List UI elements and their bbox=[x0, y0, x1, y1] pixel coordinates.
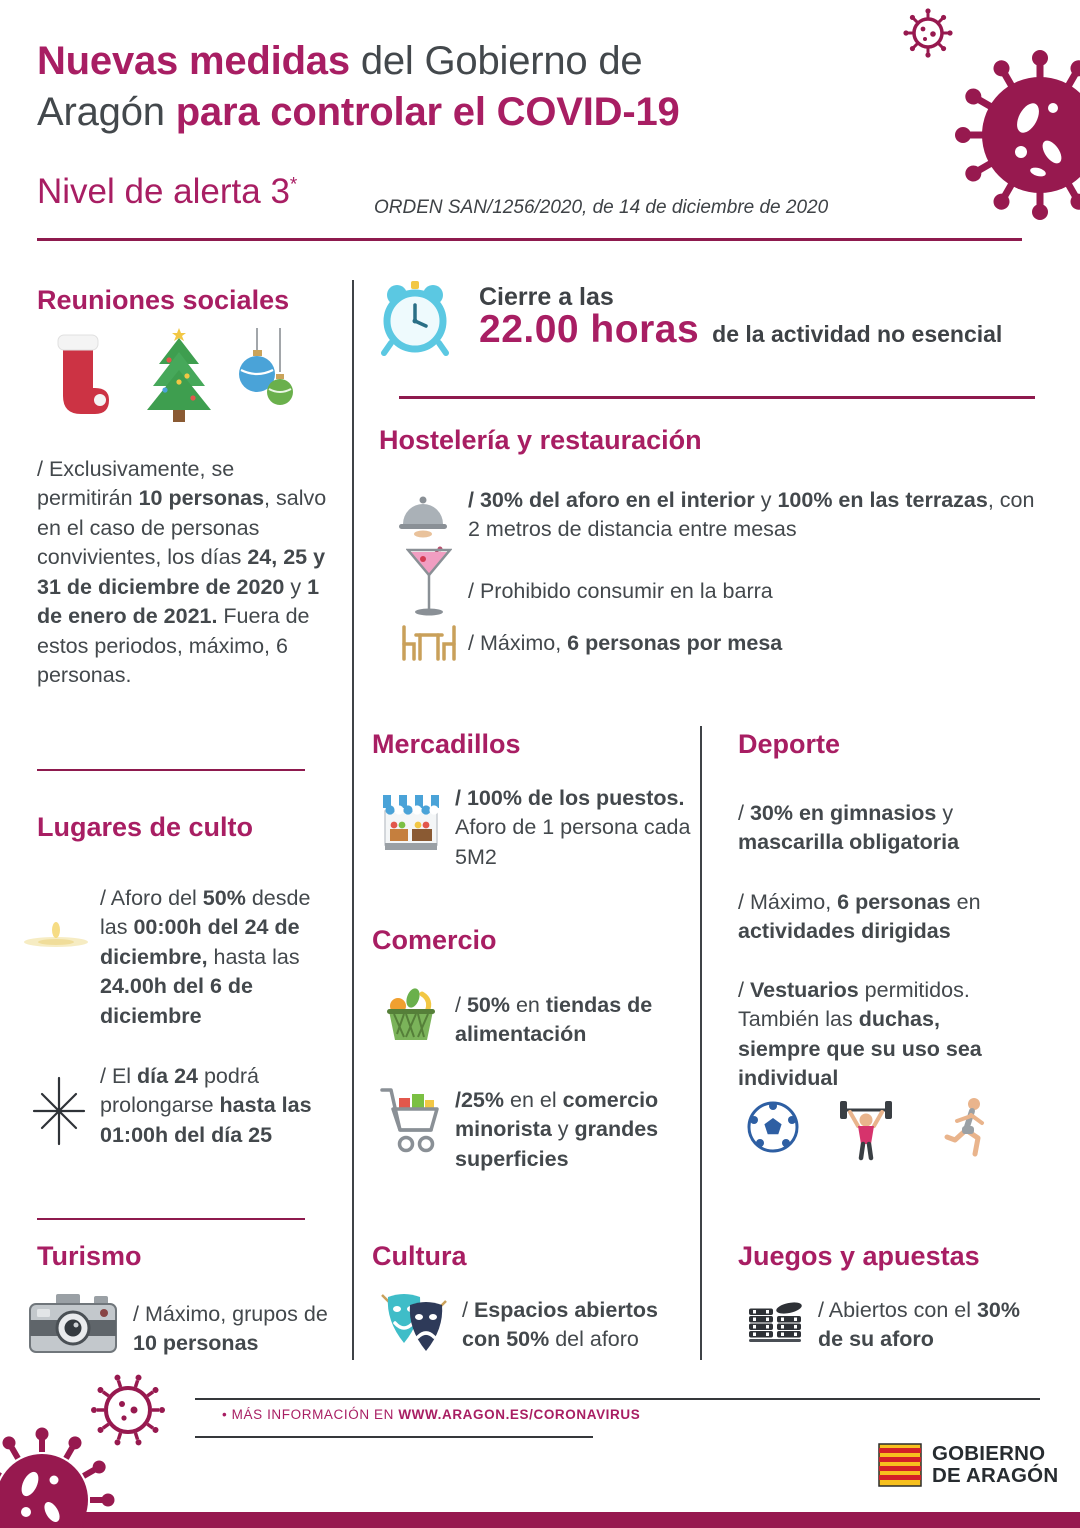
weightlifter-icon bbox=[838, 1096, 894, 1162]
candle-icon bbox=[20, 912, 92, 954]
soccer-ball-icon bbox=[746, 1100, 800, 1154]
christmas-icons bbox=[37, 328, 295, 436]
section-title-mercadillos: Mercadillos bbox=[372, 729, 521, 759]
outline-virus-icon bbox=[91, 1374, 165, 1446]
section-title-culto: Lugares de culto bbox=[37, 812, 254, 842]
star-icon bbox=[26, 1076, 92, 1146]
coronavirus-decoration-top bbox=[890, 0, 1080, 235]
vertical-divider-left bbox=[352, 280, 354, 1360]
section-title-comercio: Comercio bbox=[372, 925, 497, 955]
closing-intro: Cierre a las bbox=[479, 283, 614, 311]
footer-divider-bottom bbox=[195, 1436, 593, 1438]
theater-masks-icon bbox=[380, 1291, 448, 1353]
small-virus-icon bbox=[903, 8, 952, 57]
header-divider bbox=[37, 238, 1022, 241]
logo-text bbox=[932, 1443, 1058, 1487]
serving-dish-icon bbox=[396, 490, 450, 538]
table-chairs-icon bbox=[399, 617, 459, 665]
left-divider-1 bbox=[37, 769, 305, 771]
section-title-cultura: Cultura bbox=[372, 1241, 467, 1271]
turismo-body: / Máximo, grupos de 10 personas bbox=[133, 1302, 328, 1356]
alert-level bbox=[37, 172, 297, 212]
aragon-flag-icon bbox=[878, 1443, 922, 1487]
reuniones-body: / Exclusivamente, se permitirán 10 personas, salvo en el caso de personas convivientes, los días 24, 25 y 31 de diciembre de 2020 y 1 de enero de 2021. Fuera de estos periodos, máximo, 6 personas. bbox=[37, 457, 327, 688]
mercadillos-body: / 100% de los puestos. Aforo de 1 persona cada 5M2 bbox=[455, 786, 691, 869]
market-stall-icon bbox=[382, 791, 440, 853]
deporte-item-2: / Máximo, 6 personas en actividades dirigidas bbox=[738, 890, 981, 944]
deporte-item-1: / 30% en gimnasios y mascarilla obligatoria bbox=[738, 801, 960, 855]
section-title-reuniones: Reuniones sociales bbox=[37, 285, 290, 315]
left-divider-2 bbox=[37, 1218, 305, 1220]
hosteleria-item-2: / Prohibido consumir en la barra bbox=[468, 579, 773, 603]
culto-item-2: / El día 24 podrá prolongarse hasta las 01:00h del día 25 bbox=[100, 1064, 312, 1147]
vertical-divider-right bbox=[700, 726, 702, 1360]
coronavirus-decoration-bottom bbox=[0, 1372, 185, 1528]
closing-row bbox=[479, 308, 1002, 352]
culto-item-1: / Aforo del 50% desde las 00:00h del 24 de diciembre, hasta las 24.00h del 6 de diciembre bbox=[100, 886, 311, 1028]
comercio-item-1: / 50% en tiendas de alimentación bbox=[455, 993, 653, 1047]
solid-virus-icon bbox=[0, 1428, 115, 1528]
poker-chips-icon bbox=[746, 1291, 804, 1349]
logo-line-2: DE ARAGÓN bbox=[932, 1464, 1059, 1487]
hosteleria-item-3: / Máximo, 6 personas por mesa bbox=[468, 631, 783, 655]
gobierno-aragon-logo bbox=[878, 1443, 1058, 1487]
title-line-2: Aragón para controlar el COVID-19 bbox=[37, 90, 680, 134]
alert-asterisk: * bbox=[289, 174, 298, 196]
section-title-turismo: Turismo bbox=[37, 1241, 142, 1271]
order-reference: ORDEN SAN/1256/2020, de 14 de diciembre de 2020 bbox=[374, 197, 829, 218]
closing-time: 22.00 horas bbox=[479, 308, 700, 351]
cocktail-icon bbox=[406, 546, 452, 620]
alert-level-text: Nivel de alerta 3 bbox=[37, 172, 290, 211]
large-virus-icon bbox=[955, 50, 1080, 220]
comercio-item-2: /25% en el comercio minorista y grandes superficies bbox=[455, 1088, 659, 1171]
closing-divider bbox=[399, 396, 1035, 399]
shopping-cart-icon bbox=[379, 1082, 441, 1160]
baubles-icon bbox=[239, 328, 293, 405]
page-title bbox=[37, 36, 877, 138]
cultura-body: / Espacios abiertos con 50% del aforo bbox=[462, 1298, 658, 1352]
stocking-icon bbox=[58, 335, 109, 414]
footer-divider-top bbox=[195, 1398, 1040, 1400]
section-title-hosteleria: Hostelería y restauración bbox=[379, 425, 702, 455]
food-basket-icon bbox=[382, 984, 440, 1044]
footer-info: • MÁS INFORMACIÓN EN WWW.ARAGON.ES/CORONAVIRUS bbox=[222, 1407, 641, 1422]
title-line-1: Nuevas medidas del Gobierno de bbox=[37, 39, 643, 83]
section-title-deporte: Deporte bbox=[738, 729, 841, 759]
logo-line-1: GOBIERNO bbox=[932, 1442, 1046, 1465]
juegos-body: / Abiertos con el 30% de su aforo bbox=[818, 1298, 1020, 1352]
camera-icon bbox=[28, 1292, 118, 1356]
hosteleria-item-1: / 30% del aforo en el interior y 100% en las terrazas, con 2 metros de distancia entre mesas bbox=[468, 488, 1035, 542]
christmas-tree-icon bbox=[147, 328, 211, 422]
closing-scope: de la actividad no esencial bbox=[712, 321, 1003, 347]
alarm-clock-icon bbox=[377, 279, 453, 357]
runner-icon bbox=[942, 1096, 992, 1162]
deporte-item-3: / Vestuarios permitidos. También las duchas, siempre que su uso sea individual bbox=[738, 978, 982, 1091]
section-title-juegos: Juegos y apuestas bbox=[738, 1241, 980, 1271]
